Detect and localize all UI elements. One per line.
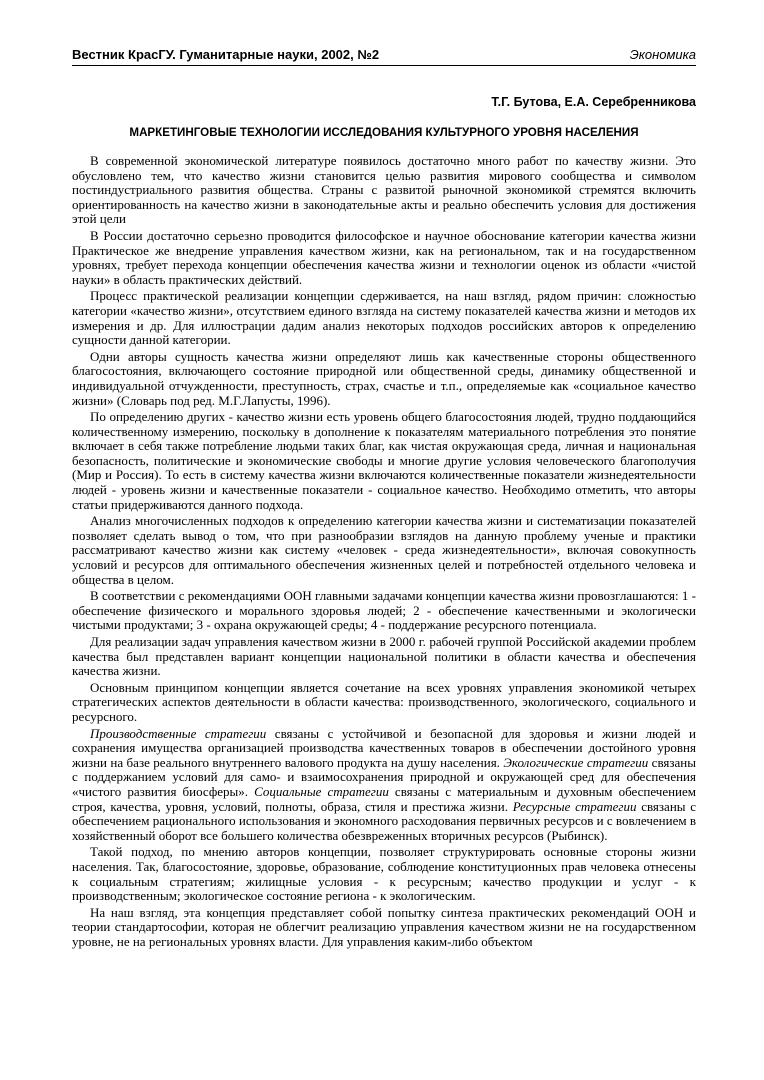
- paragraph: Анализ многочисленных подходов к определению категории качества жизни и систематизации показателей позволяет сделать вывод о том, что при разнообразии взглядов на данную проблему ученые и практики рассматривают качество жизни как систему «человек - среда жизнедеятельности», включая совокупность условий и ресурсов для оптимального обеспечения жизненных целей и потребностей отдельного человека и общества в целом.: [72, 513, 696, 587]
- paragraph: В соответствии с рекомендациями ООН главными задачами концепции качества жизни провозглашаются: 1 - обеспечение физического и морального здоровья людей; 2 - обеспечение качественными и экологически чистыми продуктами; 3 - охрана окружающей среды; 4 - поддержание ресурсного потенциала.: [72, 588, 696, 633]
- paragraph: Для реализации задач управления качеством жизни в 2000 г. рабочей группой Российской академии проблем качества был представлен вариант концепции национальной политики в области качества и обеспечения качества жизни.: [72, 634, 696, 679]
- paragraph: В современной экономической литературе появилось достаточно много работ по качеству жизни. Это обусловлено тем, что качество жизни становится целью развития мирового сообщества и символом постиндустриального развития общества. Страны с развитой рыночной экономикой стремятся включить ориентированность на качество жизни в законодательные акты и реально обеспечить условия для достижения этой цели: [72, 153, 696, 227]
- header-rule: [72, 65, 696, 66]
- running-header: [72, 44, 696, 66]
- term-social-strategies: Социальные стратегии: [254, 783, 389, 799]
- article-body: [72, 154, 696, 951]
- paragraph: Одни авторы сущность качества жизни определяют лишь как качественные стороны общественного благосостояния, включающего состояние природной или общественной среды, динамику общественной и индивидуальной отчужденности, преступность, страх, счастье и т.п., определяемые как «социальное качество жизни» (Словарь под ред. М.Г.Лапусты, 1996).: [72, 348, 696, 408]
- term-production-strategies: Производственные стратегии: [90, 725, 267, 741]
- paragraph: Процесс практической реализации концепции сдерживается, на наш взгляд, рядом причин: сложностью категории «качество жизни», отсутствием единого взгляда на систему показателей качества жизни и методов их измерения и др. Для иллюстрации дадим анализ некоторых подходов российских авторов к определению сущности данной категории.: [72, 288, 696, 348]
- paragraph-strategies: [72, 727, 696, 844]
- paragraph: Основным принципом концепции является сочетание на всех уровнях управления экономикой четырех стратегических аспектов деятельности в области качества: производственного, экологического, социального и ресурсного.: [72, 679, 696, 724]
- paragraph: Такой подход, по мнению авторов концепции, позволяет структурировать основные стороны жизни населения. Так, благосостояние, здоровье, образование, соблюдение конституционных прав человека отнесены к социальным стратегиям; жилищные условия - к ресурсным; качество продукции и услуг - к производственным; экологическое состояние региона - к экологическим.: [72, 844, 696, 904]
- term-resource-strategies: Ресурсные стратегии: [512, 798, 637, 814]
- article-title: МАРКЕТИНГОВЫЕ ТЕХНОЛОГИИ ИССЛЕДОВАНИЯ КУЛЬТУРНОГО УРОВНЯ НАСЕЛЕНИЯ: [129, 126, 639, 139]
- article-authors: Т.Г. Бутова, Е.А. Серебренникова: [491, 95, 696, 109]
- paragraph: В России достаточно серьезно проводится философское и научное обоснование категории качества жизни Практическое же внедрение управления качеством жизни, как на региональном, так и на государственном уровнях, требует перехода концепции обеспечения качества жизни и технологии оценок из области «чистой науки» в область практических действий.: [72, 227, 696, 287]
- text-span: связаны с материальным и духовным обеспечением строя, качества, уровня, условий, полноты, образа, стиля и престижа жизни.: [72, 783, 697, 814]
- term-ecological-strategies: Экологические стратегии: [503, 754, 649, 770]
- text-span: связаны с устойчивой и безопасной для здоровья и жизни людей и сохранения имущества организацией производства качественных товаров в обеспечении достойного уровня жизни на базе реального внутреннего валового продукта на душу населения.: [72, 725, 696, 770]
- text-span: связаны с обеспечением рационального использования и экономного расходования первичных ресурсов и с вовлечением в хозяйственный оборот все большего количества обезвреженных вторичных ресурсов (Рыбинск).: [72, 798, 696, 843]
- text-span: связаны с поддержанием условий для само- и взаимосохранения природной и окружающей сред для обеспечения «чистого развития биосферы».: [72, 754, 696, 799]
- journal-title: Вестник КрасГУ. Гуманитарные науки, 2002, №2: [72, 47, 380, 62]
- paragraph: По определению других - качество жизни есть уровень общего благосостояния людей, трудно поддающийся количественному измерению, поскольку в дополнение к показателям материального потребления это понятие включает в себя также потребление людьми таких благ, как чистая окружающая среда, личная и национальная безопасность, политические и экономические свободы и многие другие условия человеческого благополучия (Мир и Россия). То есть в систему качества жизни включаются количественные показатели жизнедеятельности людей - уровень жизни и качественные показатели - социальное качество. Необходимо отметить, что авторы статьи придерживаются данного подхода.: [72, 409, 696, 512]
- section-name: Экономика: [629, 47, 696, 62]
- paragraph: На наш взгляд, эта концепция представляет собой попытку синтеза практических рекомендаций ООН и теории стандартософии, которая не облегчит реализацию управления качеством жизни не на государственном уровне, не на региональных уровнях власти. Для управления каким-либо объектом: [72, 904, 696, 949]
